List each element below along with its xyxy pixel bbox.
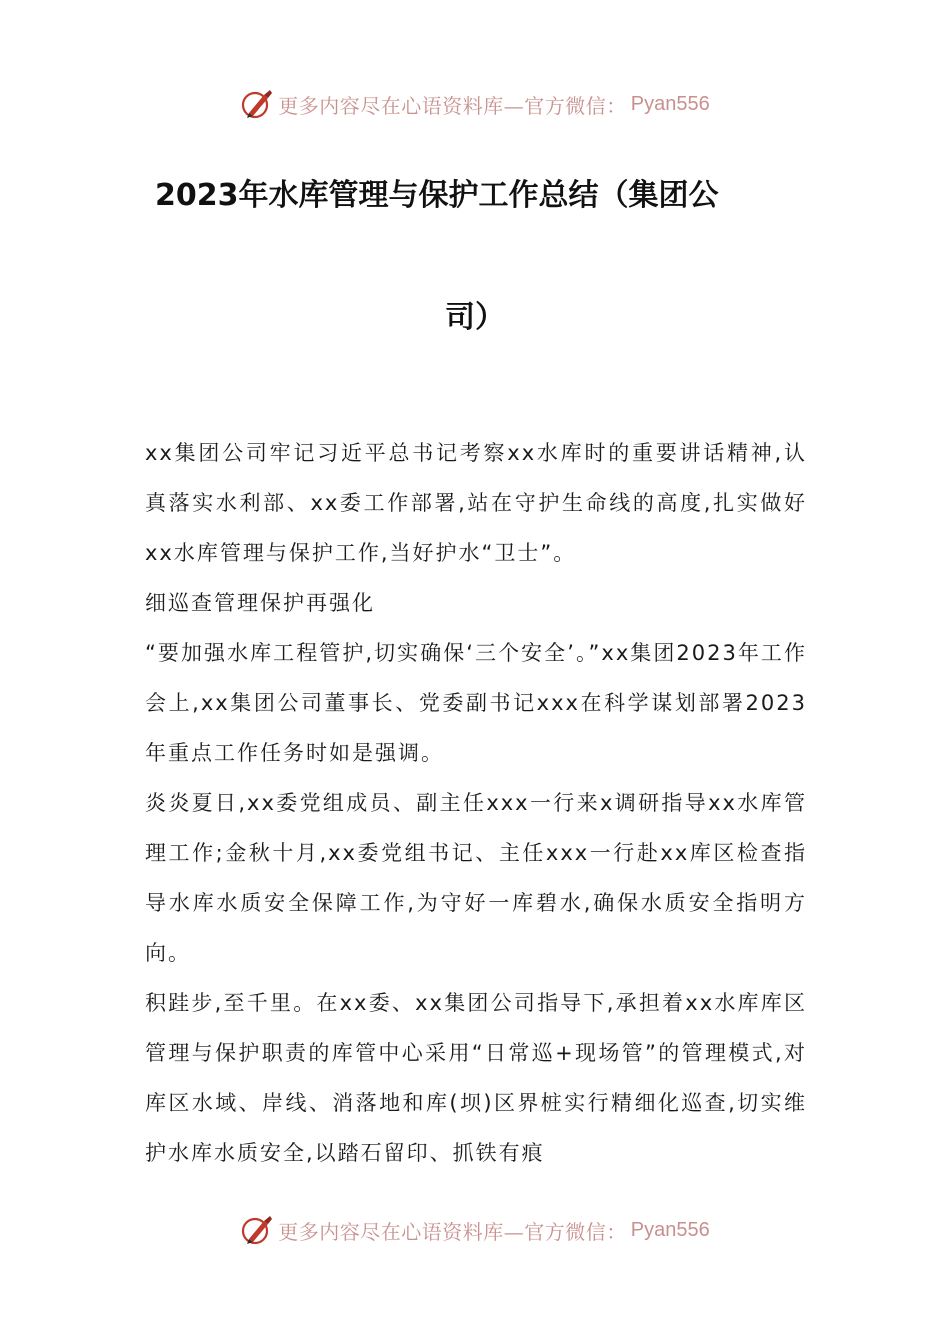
header-watermark: [0, 84, 950, 124]
pen-logo-icon: [240, 1213, 274, 1247]
footer-watermark: [0, 1210, 950, 1250]
paragraph-2: “要加强水库工程管护,切实确保‘三个安全’。”xx集团2023年工作会上,xx集团公司董事长、党委副书记xxx在科学谋划部署2023年重点工作任务时如是强调。: [145, 641, 807, 765]
watermark-wechat-id: Pyan556: [630, 92, 710, 115]
pen-logo-icon: [240, 87, 274, 121]
watermark-text: 更多内容尽在心语资料库—官方微信：: [278, 93, 627, 118]
document-title-line-1: 2023年水库管理与保护工作总结（集团公: [155, 178, 719, 213]
document-title-line-2: 司）: [445, 300, 505, 335]
paragraph-1: xx集团公司牢记习近平总书记考察xx水库时的重要讲话精神,认真落实水利部、xx委工作部署,站在守护生命线的高度,扎实做好xx水库管理与保护工作,当好护水“卫士”。: [145, 441, 807, 565]
section-heading: 细巡查管理保护再强化: [145, 591, 375, 615]
paragraph-3: 炎炎夏日,xx委党组成员、副主任xxx一行来x调研指导xx水库管理工作;金秋十月,xx委党组书记、主任xxx一行赴xx库区检查指导水库水质安全保障工作,为守好一库碧水,确保水质安全指明方向。: [145, 791, 807, 965]
document-body: [145, 428, 807, 1178]
watermark-text: 更多内容尽在心语资料库—官方微信：: [278, 1219, 627, 1244]
watermark-wechat-id: Pyan556: [630, 1218, 710, 1241]
paragraph-4: 积跬步,至千里。在xx委、xx集团公司指导下,承担着xx水库库区管理与保护职责的库管中心采用“日常巡+现场管”的管理模式,对库区水域、岸线、消落地和库(坝)区界桩实行精细化巡查,切实维护水库水质安全,以踏石留印、抓铁有痕: [145, 991, 807, 1165]
